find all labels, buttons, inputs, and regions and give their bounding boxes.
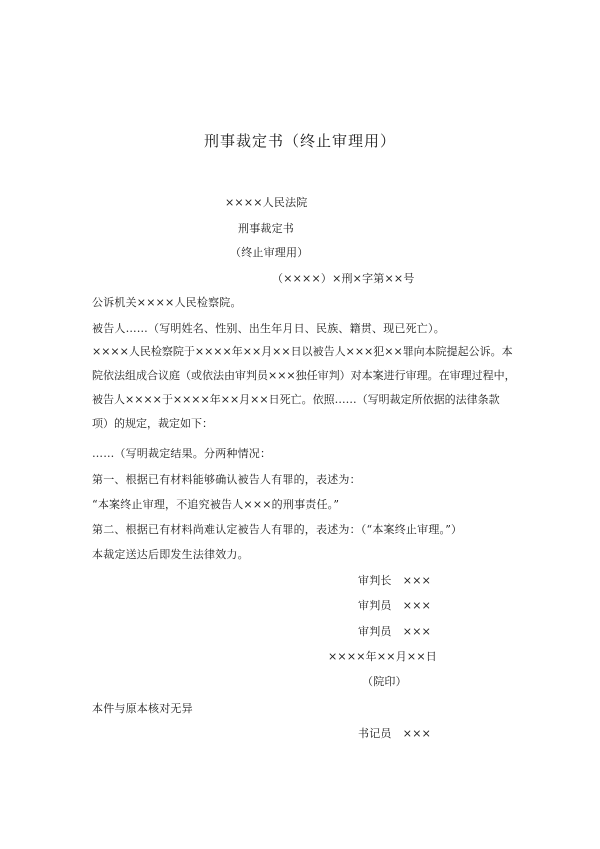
ruling-date: ××××年××月××日 (328, 650, 437, 663)
case-one-condition: 第一、根据已有材料能够确认被告人有罪的，表述为： (92, 473, 361, 486)
verification-note: 本件与原本核对无异 (92, 702, 193, 715)
document-type: 刑事裁定书 (238, 222, 294, 235)
court-seal: （院印） (362, 675, 407, 688)
document-title: 刑事裁定书（终止审理用） (203, 132, 396, 150)
judge-signature-1: 审判员 ××× (358, 599, 432, 612)
prosecutor-line: 公诉机关××××人民检察院。 (92, 296, 242, 309)
document-subtype: （终止审理用） (230, 246, 309, 259)
case-one-text: “本案终止审理，不追究被告人×××的刑事责任。” (92, 498, 340, 511)
court-name: ××××人民法院 (225, 196, 308, 209)
chief-judge-signature: 审判长 ××× (358, 574, 432, 587)
defendant-line: 被告人……（写明姓名、性别、出生年月日、民族、籍贯、现已死亡）。 (92, 322, 445, 335)
effect-statement: 本裁定送达后即发生法律效力。 (92, 548, 249, 561)
case-two-condition: 第二、根据已有材料尚难认定被告人有罪的，表述为：（“本案终止审理。”） (92, 523, 463, 536)
main-paragraph: ××××人民检察院于××××年××月××日以被告人×××犯××罪向本院提起公诉。本院依法组成合议庭（或依法由审判员×××独任审判）对本案进行审理。在审理过程中，被告人××××于××××年××月××日死亡。依照……（写明裁定所依据的法律条款项）的规定，裁定如下： (92, 345, 516, 430)
judge-signature-2: 审判员 ××× (358, 625, 432, 638)
ruling-intro: ……（写明裁定结果。分两种情况： (92, 447, 272, 460)
case-number: （××××）×刑×字第××号 (272, 272, 415, 285)
clerk-signature: 书记员 ××× (358, 727, 432, 740)
